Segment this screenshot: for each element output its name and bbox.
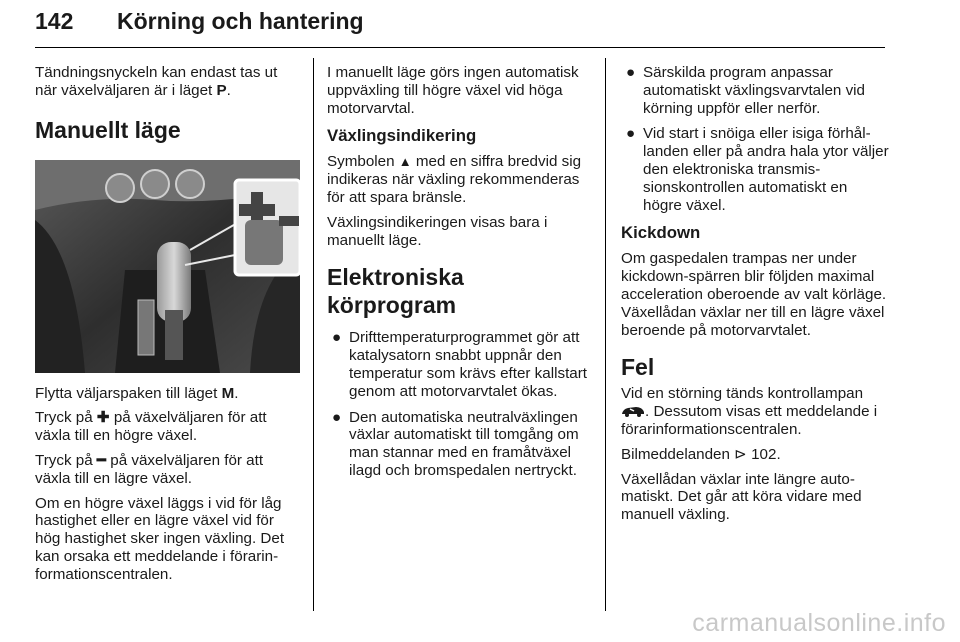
list-item — [327, 329, 593, 400]
page-number: 142 — [35, 8, 74, 34]
paragraph-manual-no-upshift: I manuellt läge görs ingen automatisk uppväxling till högre växel vid höga motorvarvtal. — [327, 64, 579, 117]
minus-icon: ━ — [96, 451, 107, 469]
list-item-text: Drifttemperaturprogrammet gör att katalysatorn snabbt uppnår den temperatur som krävs efter kallstart genom att motorvarvtalet ökas. — [349, 329, 588, 400]
text: Symbolen — [327, 153, 399, 171]
text: på växelväljaren för att växla till en högre växel. — [35, 409, 267, 445]
car-wrench-icon — [621, 405, 645, 417]
heading-kickdown: Kickdown — [621, 223, 701, 243]
text: Vid en störning tänds kontrollampan — [621, 385, 864, 403]
page-reference-icon: ⊳ — [734, 445, 747, 463]
list-item — [327, 409, 593, 480]
paragraph-indicator-manual: Växlingsindikeringen visas bara i manuellt läge. — [327, 213, 548, 249]
paragraph-move-lever — [35, 385, 301, 403]
heading-manual-mode: Manuellt läge — [35, 116, 181, 143]
paragraph-shift-down — [35, 452, 301, 488]
bullet-icon: ● — [626, 125, 636, 143]
gear-selector-illustration — [35, 160, 300, 373]
heading-electronic-programs: Elektroniska körprogram — [327, 264, 464, 319]
column-middle — [327, 64, 593, 488]
watermark: carmanualsonline.info — [692, 609, 946, 637]
list-item-text: Särskilda program anpassar automatiskt växlingsvarvtalen vid körning uppför eller nerför. — [643, 64, 866, 117]
list-item — [621, 125, 889, 214]
text: Tryck på — [35, 451, 97, 469]
list-item-text: Den automatiska neutralväxlingen växlar automatiskt till tomgång om man stannar med en framåtväxel ilagd och bromspedalen nertryckt. — [349, 408, 579, 479]
text: . Dessutom visas ett meddelande i förarinformationscentralen. — [621, 403, 878, 438]
paragraph-speed-warning: Om en högre växel läggs i vid för låg hastighet eller en lägre växel vid för hög hastighet sker ingen växling. Det kan orsaka ett meddelande i förarinformationscentralen. — [35, 494, 285, 583]
column-left — [35, 64, 301, 591]
gear-m-label: M — [221, 384, 235, 402]
text: på växelväljaren för att växla till en lägre växel. — [35, 451, 264, 487]
bullet-icon: ● — [332, 329, 342, 347]
text: Tryck på — [35, 409, 97, 427]
paragraph-kickdown: Om gaspedalen trampas ner under kickdown-spärren blir följden maximal acceleration oberoende av valt körläge. Växellådan växlar ner till en lägre växel beroende på motorvarvtalet. — [621, 250, 887, 339]
column-right — [621, 64, 889, 531]
list-item-text: Vid start i snöiga eller isiga förhållanden eller på andra hala ytor väljer den elektroniska transmissionskontrollen automatiskt en högre växel. — [643, 125, 889, 214]
paragraph-fault-lamp — [621, 385, 889, 438]
gear-shifter-image — [35, 160, 300, 373]
header-divider — [35, 47, 885, 48]
gear-p-label: P — [216, 81, 227, 99]
paragraph-shift-symbol — [327, 153, 593, 206]
column-divider — [313, 58, 314, 611]
intro-end: . — [226, 81, 231, 99]
bullet-icon: ● — [626, 64, 636, 81]
intro-paragraph — [35, 64, 301, 100]
page-header — [35, 8, 885, 48]
text: . — [234, 384, 239, 402]
text: 102. — [746, 445, 781, 463]
list-item — [621, 64, 889, 117]
plus-icon: ✚ — [96, 409, 110, 427]
paragraph-manual-shifting: Växellådan växlar inte längre automatiskt. Det går att köra vidare med manuell växling. — [621, 470, 862, 524]
intro-text: Tändningsnyckeln kan endast tas ut när växelväljaren är i läget — [35, 64, 278, 99]
text: med en siffra bredvid sig indikeras när växling rekommenderas för att spara bränsle. — [327, 153, 582, 206]
column-divider — [605, 58, 606, 611]
text: Flytta väljarspaken till läget — [35, 384, 222, 402]
text: Bilmeddelanden — [621, 445, 735, 463]
heading-shift-indicator: Växlingsindikering — [327, 126, 477, 146]
heading-fault: Fel — [621, 354, 655, 381]
triangle-up-icon: ▲ — [398, 154, 412, 170]
paragraph-vehicle-messages — [621, 446, 889, 464]
bullet-icon: ● — [332, 408, 342, 426]
paragraph-shift-up — [35, 409, 301, 445]
chapter-title: Körning och hantering — [117, 8, 364, 34]
